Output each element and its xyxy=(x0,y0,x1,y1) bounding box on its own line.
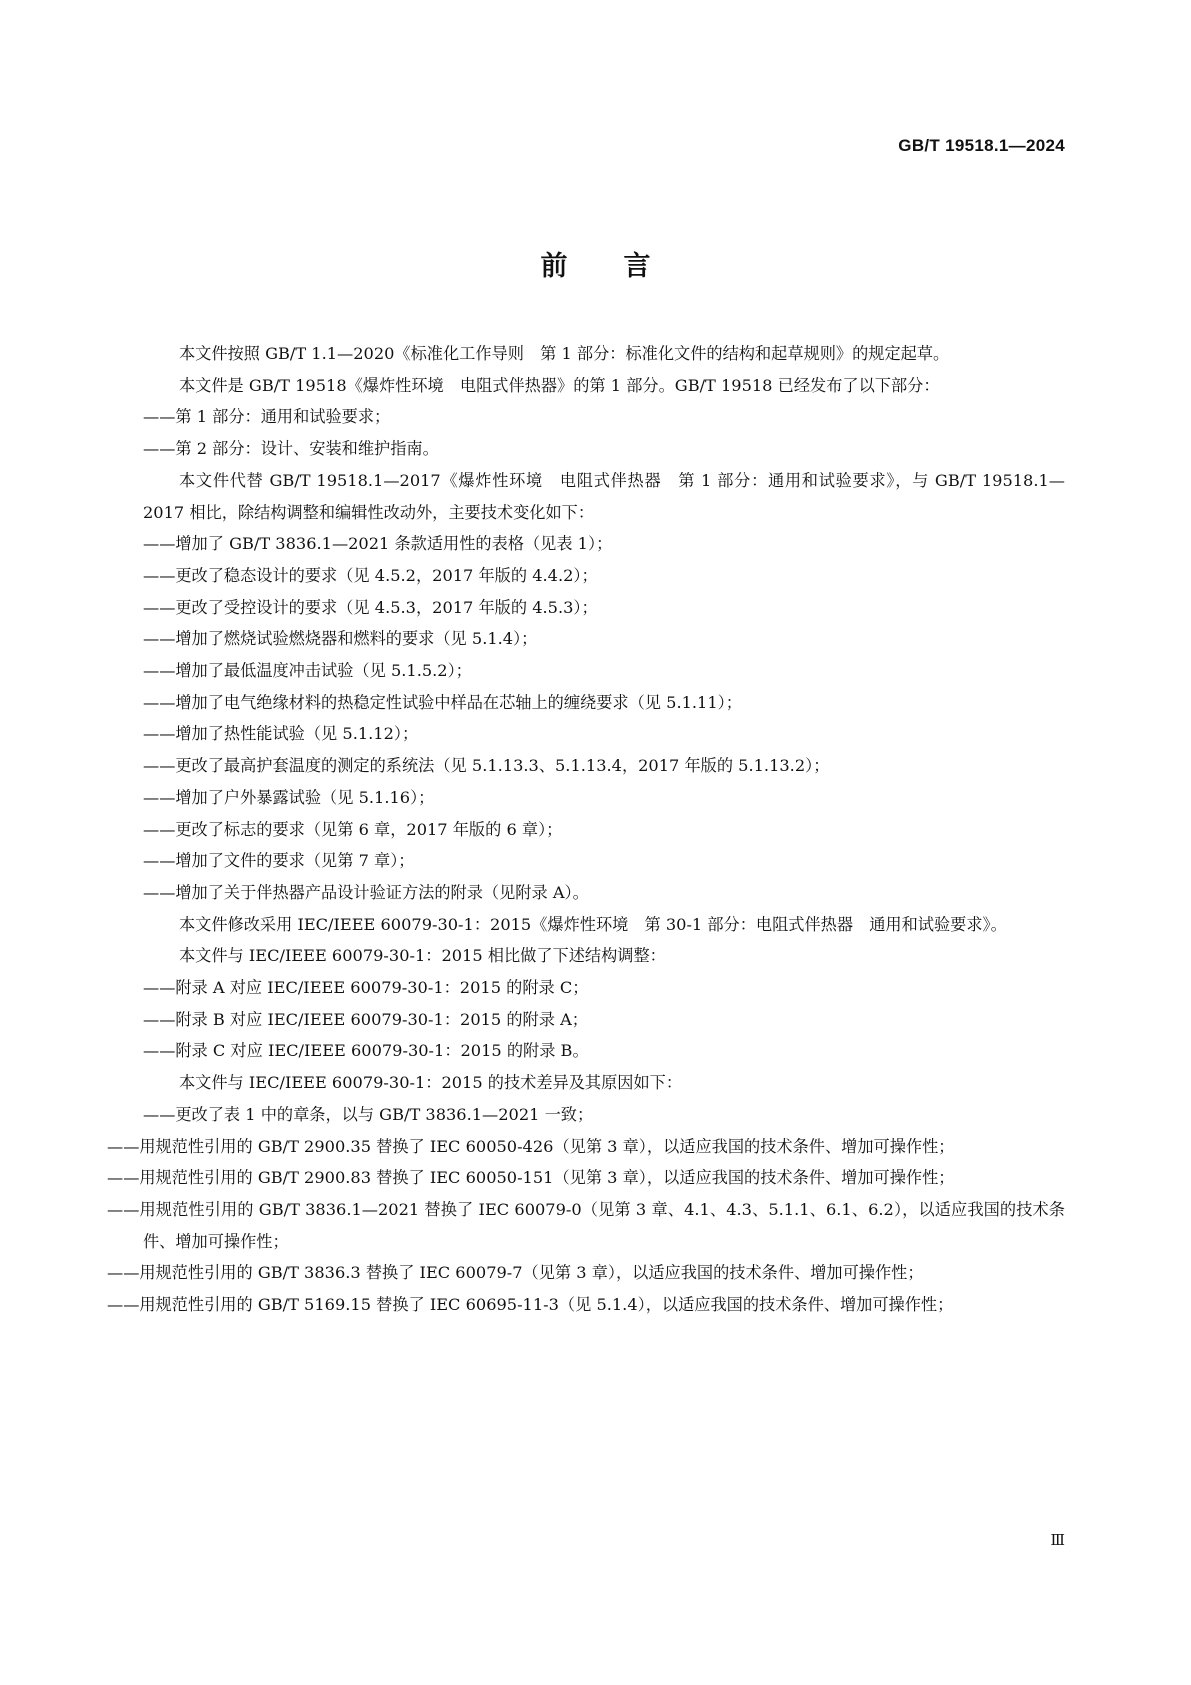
list-item: ——更改了稳态设计的要求（见 4.5.2，2017 年版的 4.4.2）； xyxy=(143,565,598,585)
paragraph-technical-differences: 本文件与 IEC/IEEE 60079-30-1：2015 的技术差异及其原因如下： xyxy=(179,1073,683,1093)
list-item: ——更改了表 1 中的章条，以与 GB/T 3836.1—2021 一致； xyxy=(143,1104,594,1124)
list-item: ——增加了燃烧试验燃烧器和燃料的要求（见 5.1.4）； xyxy=(143,629,538,649)
paragraph-structure-changes: 本文件与 IEC/IEEE 60079-30-1：2015 相比做了下述结构调整： xyxy=(179,946,666,966)
list-item: ——用规范性引用的 GB/T 2900.35 替换了 IEC 60050-426（见第 3 章），以适应我国的技术条件、增加可操作性； xyxy=(107,1136,955,1156)
list-item: ——增加了文件的要求（见第 7 章）； xyxy=(143,851,415,871)
page-number: Ⅲ xyxy=(1050,1531,1065,1549)
list-item: ——第 2 部分：设计、安装和维护指南。 xyxy=(143,439,439,459)
list-item: ——附录 C 对应 IEC/IEEE 60079-30-1：2015 的附录 B。 xyxy=(143,1041,589,1061)
list-item: ——更改了最高护套温度的测定的系统法（见 5.1.13.3、5.1.13.4，2017 年版的 5.1.13.2）； xyxy=(143,756,830,776)
paragraph-adoption: 本文件修改采用 IEC/IEEE 60079-30-1：2015《爆炸性环境 第 30-1 部分：电阻式伴热器 通用和试验要求》。 xyxy=(179,914,1007,934)
list-item: ——增加了 GB/T 3836.1—2021 条款适用性的表格（见表 1）； xyxy=(143,534,613,554)
document-code: GB/T 19518.1—2024 xyxy=(898,136,1065,155)
list-item: ——增加了电气绝缘材料的热稳定性试验中样品在芯轴上的缠绕要求（见 5.1.11）； xyxy=(143,692,742,712)
list-item: ——用规范性引用的 GB/T 5169.15 替换了 IEC 60695-11-3（见 5.1.4），以适应我国的技术条件、增加可操作性； xyxy=(107,1295,954,1315)
document-body xyxy=(107,338,1065,1321)
list-item: ——附录 B 对应 IEC/IEEE 60079-30-1：2015 的附录 A； xyxy=(143,1009,588,1029)
paragraph-replacement: 本文件代替 GB/T 19518.1—2017《爆炸性环境 电阻式伴热器 第 1 部分：通用和试验要求》，与 GB/T 19518.1—2017 相比，除结构调整和编辑性改动外，主要技术变化如下： xyxy=(143,470,1065,522)
page-title: 前言 xyxy=(540,251,707,282)
list-item: ——增加了最低温度冲击试验（见 5.1.5.2）； xyxy=(143,661,472,681)
list-item: ——用规范性引用的 GB/T 2900.83 替换了 IEC 60050-151（见第 3 章），以适应我国的技术条件、增加可操作性； xyxy=(107,1168,955,1188)
list-item: ——附录 A 对应 IEC/IEEE 60079-30-1：2015 的附录 C； xyxy=(143,978,589,998)
list-item: ——增加了热性能试验（见 5.1.12）； xyxy=(143,724,419,744)
paragraph-series-parts: 本文件是 GB/T 19518《爆炸性环境 电阻式伴热器》的第 1 部分。GB/T 19518 已经发布了以下部分： xyxy=(179,375,940,395)
list-item: ——更改了标志的要求（见第 6 章，2017 年版的 6 章）； xyxy=(143,819,563,839)
list-item: ——用规范性引用的 GB/T 3836.3 替换了 IEC 60079-7（见第 3 章），以适应我国的技术条件、增加可操作性； xyxy=(107,1263,924,1283)
list-item: ——增加了户外暴露试验（见 5.1.16）； xyxy=(143,787,435,807)
list-item: ——用规范性引用的 GB/T 3836.1—2021 替换了 IEC 60079-0（见第 3 章、4.1、4.3、5.1.1、6.1、6.2），以适应我国的技术条件、增加可操作性； xyxy=(107,1199,1065,1251)
list-item: ——更改了受控设计的要求（见 4.5.3，2017 年版的 4.5.3）； xyxy=(143,597,598,617)
list-item: ——第 1 部分：通用和试验要求； xyxy=(143,407,391,427)
paragraph-drafting-rules: 本文件按照 GB/T 1.1—2020《标准化工作导则 第 1 部分：标准化文件的结构和起草规则》的规定起草。 xyxy=(179,344,950,363)
list-item: ——增加了关于伴热器产品设计验证方法的附录（见附录 A）。 xyxy=(143,882,589,902)
